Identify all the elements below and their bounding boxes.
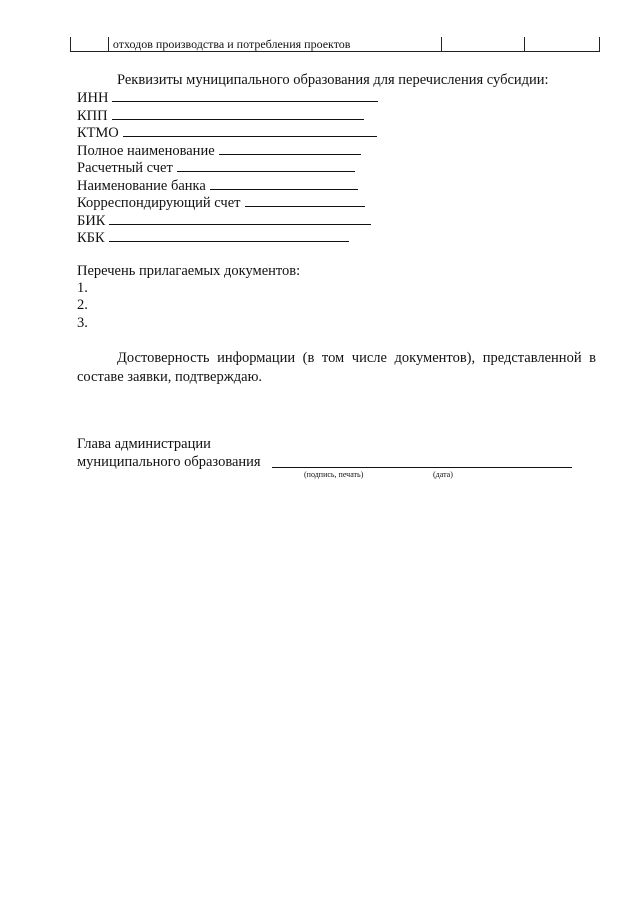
field-label: Наименование банка [77, 178, 206, 194]
requisites-heading: Реквизиты муниципального образования для перечисления субсидии: [117, 72, 549, 88]
field-inn [77, 89, 378, 108]
table-row [70, 37, 600, 52]
field-bik [77, 212, 371, 231]
field-label: КБК [77, 230, 105, 246]
documents-heading: Перечень прилагаемых документов: [77, 263, 301, 279]
fill-line [245, 194, 365, 207]
field-label: КПП [77, 108, 108, 124]
signatory-title-line2: муниципального образования [77, 454, 261, 470]
field-account [77, 159, 355, 178]
table-cell-text: отходов производства и потребления проектов [109, 37, 442, 51]
field-label: Расчетный счет [77, 160, 173, 176]
fill-line [109, 229, 349, 242]
list-item: 1. [77, 280, 88, 296]
field-corr-account [77, 194, 365, 213]
fill-line [177, 159, 355, 172]
fill-line [219, 142, 361, 155]
signatory-title: Глава администрации [77, 436, 211, 452]
field-bank-name [77, 177, 358, 196]
fill-line [109, 212, 371, 225]
confirmation-paragraph: Достоверность информации (в том числе документов), представленной в составе заявки, подтверждаю. [77, 350, 596, 385]
fill-line [123, 124, 377, 137]
list-item: 2. [77, 297, 88, 313]
field-label: Корреспондирующий счет [77, 195, 241, 211]
field-label: Полное наименование [77, 143, 215, 159]
list-item: 3. [77, 315, 88, 331]
signature-line [272, 467, 572, 468]
table-cell-empty [525, 37, 599, 51]
fill-line [112, 107, 364, 120]
signature-caption: (подпись, печать) [304, 470, 364, 479]
fill-line [210, 177, 358, 190]
field-label: БИК [77, 213, 106, 229]
table-cell-number [71, 37, 109, 51]
field-kpp [77, 107, 364, 126]
field-label: КТМО [77, 125, 119, 141]
date-caption: (дата) [433, 470, 453, 479]
table-cell-empty [442, 37, 526, 51]
field-label: ИНН [77, 90, 109, 106]
field-ktmo [77, 124, 377, 143]
field-full-name [77, 142, 361, 161]
fill-line [112, 89, 378, 102]
field-kbk [77, 229, 349, 248]
